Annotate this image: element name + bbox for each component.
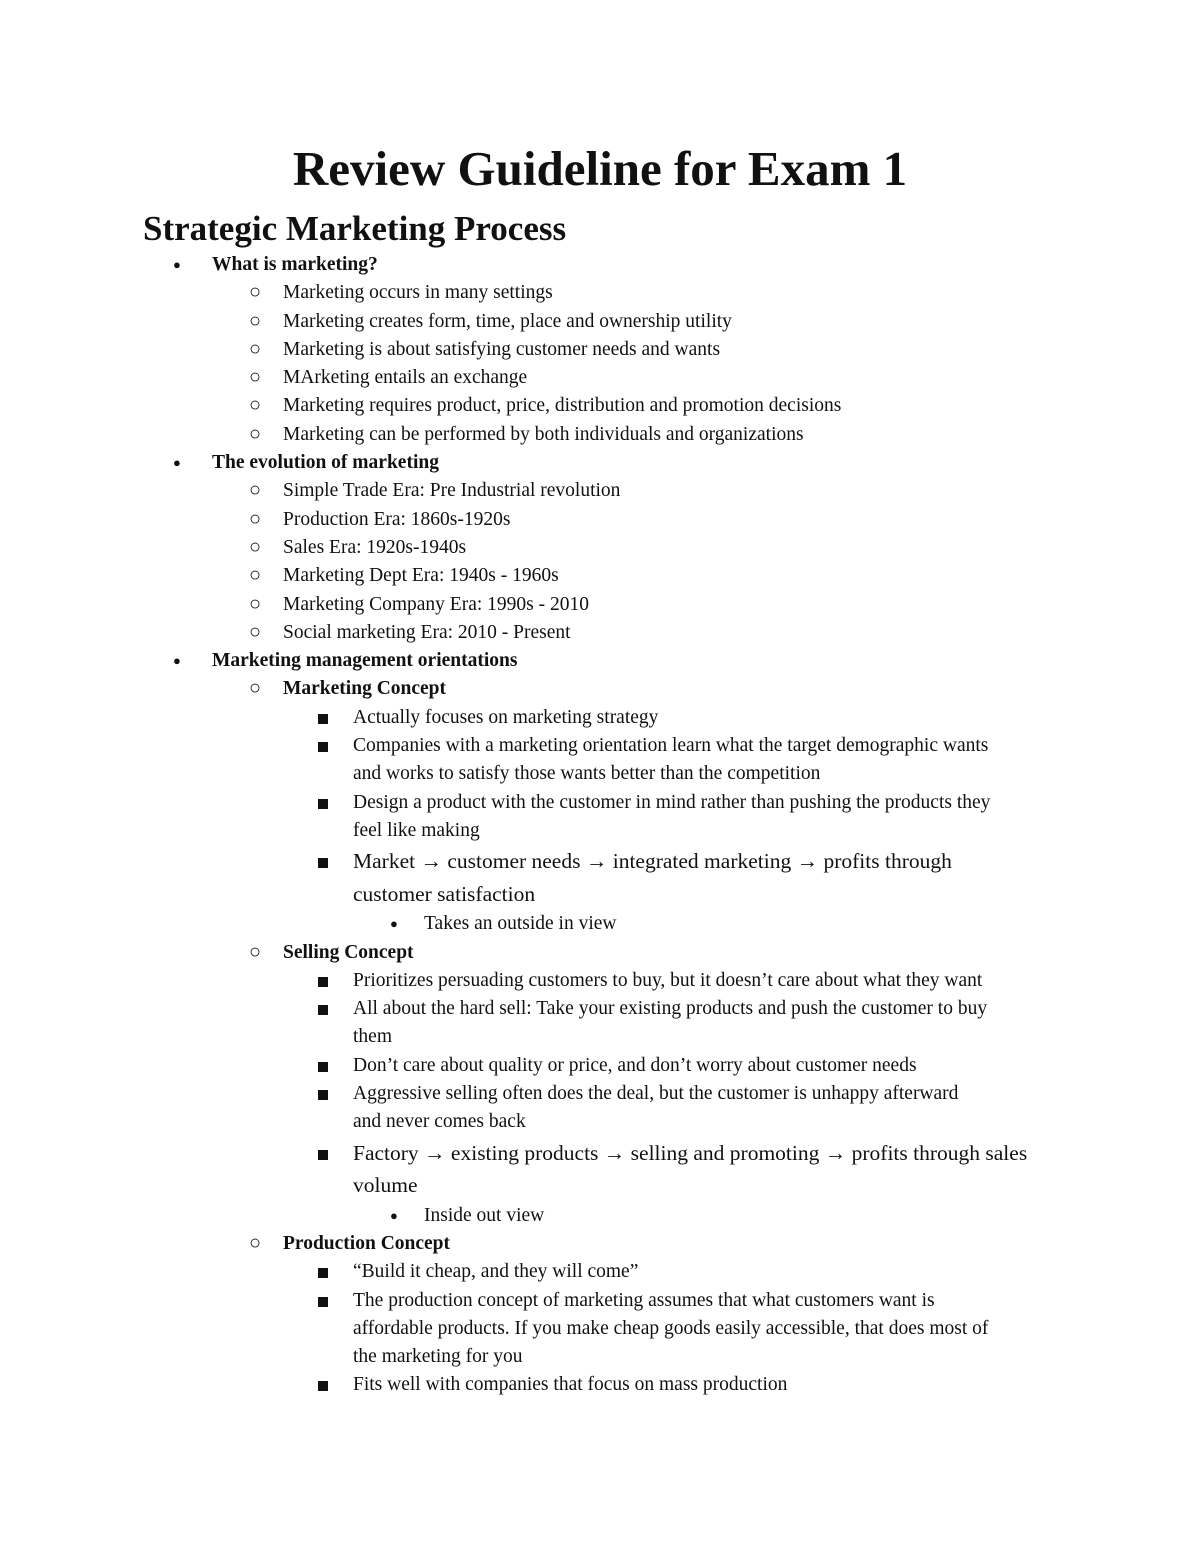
list-item xyxy=(0,675,1200,703)
list-item-text: feel like making xyxy=(353,819,480,841)
list-item xyxy=(0,1258,1200,1286)
list-item-text: volume xyxy=(353,1173,418,1198)
list-item xyxy=(0,1287,1200,1372)
section-heading: Strategic Marketing Process xyxy=(143,209,567,248)
list-item xyxy=(0,534,1200,562)
hollow-bullet-icon: ○ xyxy=(249,309,262,332)
list-item-text: Sales Era: 1920s-1940s xyxy=(283,536,467,558)
hollow-bullet-icon: ○ xyxy=(249,592,262,615)
list-item-text: The production concept of marketing assumes that what customers want is xyxy=(353,1289,935,1311)
list-item-text: Marketing occurs in many settings xyxy=(283,282,553,304)
list-item-text: Selling Concept xyxy=(283,941,414,963)
list-item-text: Companies with a marketing orientation learn what the target demographic wants xyxy=(353,735,989,757)
list-item-text: MArketing entails an exchange xyxy=(283,367,528,389)
hollow-bullet-icon: ○ xyxy=(249,507,262,530)
list-item xyxy=(0,1202,1200,1230)
list-item-text: Marketing Concept xyxy=(283,678,447,700)
list-item-text: “Build it cheap, and they will come” xyxy=(353,1261,639,1283)
list-item xyxy=(0,789,1200,846)
hollow-bullet-icon: ○ xyxy=(249,677,262,700)
square-bullet-icon xyxy=(318,1150,328,1160)
filled-bullet-icon: ● xyxy=(390,916,398,932)
list-item xyxy=(0,591,1200,619)
list-item-text: them xyxy=(353,1026,392,1048)
square-bullet-icon xyxy=(318,1062,328,1072)
list-item-text: and never comes back xyxy=(353,1111,526,1133)
hollow-bullet-icon: ○ xyxy=(249,394,262,417)
hollow-bullet-icon: ○ xyxy=(249,281,262,304)
list-item xyxy=(0,967,1200,995)
list-item xyxy=(0,477,1200,505)
filled-bullet-icon: ● xyxy=(173,455,181,471)
list-item xyxy=(0,336,1200,364)
filled-bullet-icon: ● xyxy=(390,1207,398,1223)
list-item xyxy=(0,995,1200,1052)
list-item xyxy=(0,364,1200,392)
list-item xyxy=(0,308,1200,336)
hollow-bullet-icon: ○ xyxy=(249,564,262,587)
list-item xyxy=(0,704,1200,732)
list-item-text: Marketing Company Era: 1990s - 2010 xyxy=(283,593,589,615)
list-item xyxy=(0,1052,1200,1080)
hollow-bullet-icon: ○ xyxy=(249,337,262,360)
list-item-text: and works to satisfy those wants better than the competition xyxy=(353,763,821,785)
list-item xyxy=(0,449,1200,477)
list-item-text: Social marketing Era: 2010 - Present xyxy=(283,621,571,643)
list-item-text: Fits well with companies that focus on mass production xyxy=(353,1374,788,1396)
list-item-text: affordable products. If you make cheap goods easily accessible, that does most of xyxy=(353,1317,989,1339)
list-item-text: Aggressive selling often does the deal, but the customer is unhappy afterward xyxy=(353,1083,959,1105)
list-item xyxy=(0,1137,1200,1202)
list-item-text: Marketing requires product, price, distribution and promotion decisions xyxy=(283,395,842,417)
square-bullet-icon xyxy=(318,1381,328,1391)
list-item xyxy=(0,1080,1200,1137)
list-item xyxy=(0,251,1200,279)
hollow-bullet-icon: ○ xyxy=(249,422,262,445)
document-title: Review Guideline for Exam 1 xyxy=(292,141,908,196)
square-bullet-icon xyxy=(318,1268,328,1278)
list-item xyxy=(0,647,1200,675)
square-bullet-icon xyxy=(318,1005,328,1015)
list-item-text: Don’t care about quality or price, and don’t worry about customer needs xyxy=(353,1054,917,1076)
list-item xyxy=(0,939,1200,967)
filled-bullet-icon: ● xyxy=(173,653,181,669)
square-bullet-icon xyxy=(318,858,328,868)
list-item-text: Actually focuses on marketing strategy xyxy=(353,706,659,728)
list-item-text: Simple Trade Era: Pre Industrial revolution xyxy=(283,480,621,502)
hollow-bullet-icon: ○ xyxy=(249,479,262,502)
filled-bullet-icon: ● xyxy=(173,257,181,272)
square-bullet-icon xyxy=(318,714,328,724)
square-bullet-icon xyxy=(318,977,328,987)
hollow-bullet-icon: ○ xyxy=(249,535,262,558)
list-item-text: Factory → existing products → selling and promoting → profits through sales xyxy=(353,1140,1028,1165)
bullet-outline xyxy=(0,251,1200,1400)
list-item-text: Design a product with the customer in mind rather than pushing the products they xyxy=(353,791,991,813)
list-item-text: Marketing can be performed by both individuals and organizations xyxy=(283,423,804,445)
list-item-text: Market → customer needs → integrated marketing → profits through xyxy=(353,849,952,874)
list-item-text: Marketing Dept Era: 1940s - 1960s xyxy=(283,565,559,587)
list-item xyxy=(0,392,1200,420)
list-item-text: Production Era: 1860s-1920s xyxy=(283,508,511,530)
list-item-text: All about the hard sell: Take your existing products and push the customer to buy xyxy=(353,998,988,1020)
hollow-bullet-icon: ○ xyxy=(249,366,262,389)
square-bullet-icon xyxy=(318,1297,328,1307)
list-item xyxy=(0,845,1200,910)
square-bullet-icon xyxy=(318,742,328,752)
hollow-bullet-icon: ○ xyxy=(249,1231,262,1254)
list-item-text: Inside out view xyxy=(424,1204,545,1226)
list-item xyxy=(0,279,1200,307)
list-item-text: What is marketing? xyxy=(212,254,378,275)
list-item xyxy=(0,732,1200,789)
list-item-text: Production Concept xyxy=(283,1232,451,1254)
list-item-text: Prioritizes persuading customers to buy, but it doesn’t care about what they want xyxy=(353,969,983,991)
hollow-bullet-icon: ○ xyxy=(249,940,262,963)
list-item-text: The evolution of marketing xyxy=(212,452,439,474)
list-item xyxy=(0,421,1200,449)
list-item-text: the marketing for you xyxy=(353,1346,523,1368)
square-bullet-icon xyxy=(318,1090,328,1100)
list-item xyxy=(0,619,1200,647)
list-item xyxy=(0,1230,1200,1258)
list-item-text: Marketing is about satisfying customer needs and wants xyxy=(283,338,721,360)
list-item xyxy=(0,506,1200,534)
list-item xyxy=(0,562,1200,590)
list-item xyxy=(0,1371,1200,1399)
square-bullet-icon xyxy=(318,799,328,809)
list-item-text: customer satisfaction xyxy=(353,881,536,906)
list-item xyxy=(0,910,1200,938)
hollow-bullet-icon: ○ xyxy=(249,620,262,643)
list-item-text: Marketing management orientations xyxy=(212,650,518,672)
list-item-text: Marketing creates form, time, place and ownership utility xyxy=(283,310,732,332)
list-item-text: Takes an outside in view xyxy=(424,913,617,935)
